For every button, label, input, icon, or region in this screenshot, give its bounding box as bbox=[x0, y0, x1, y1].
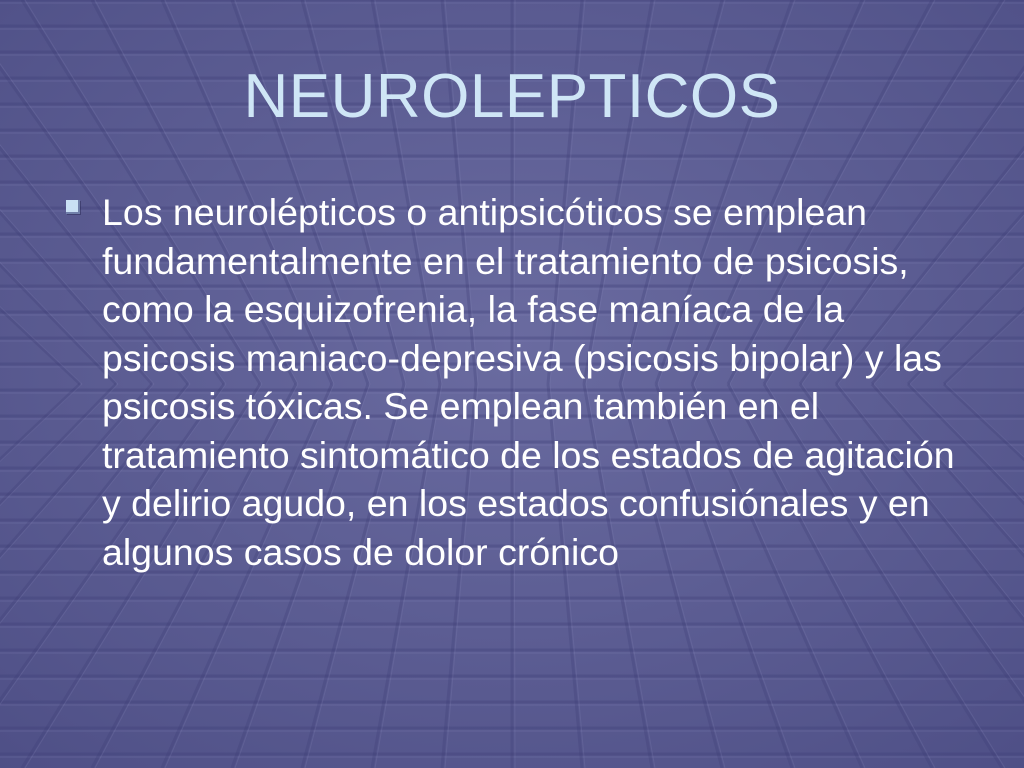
square-bullet-icon bbox=[66, 200, 80, 214]
bullet-text: Los neurolépticos o antipsicóticos se emplean fundamentalmente en el tratamiento de psicosis, como la esquizofrenia, la fase maníaca de la psicosis maniaco-depresiva (psicosis bipolar) y las psicosis tóxicas. Se emplean también en el tratamiento sintomático de los estados de agitación y delirio agudo, en los estados confusiónales y en algunos casos de dolor crónico bbox=[102, 191, 955, 573]
slide-title: NEUROLEPTICOS bbox=[243, 62, 781, 131]
